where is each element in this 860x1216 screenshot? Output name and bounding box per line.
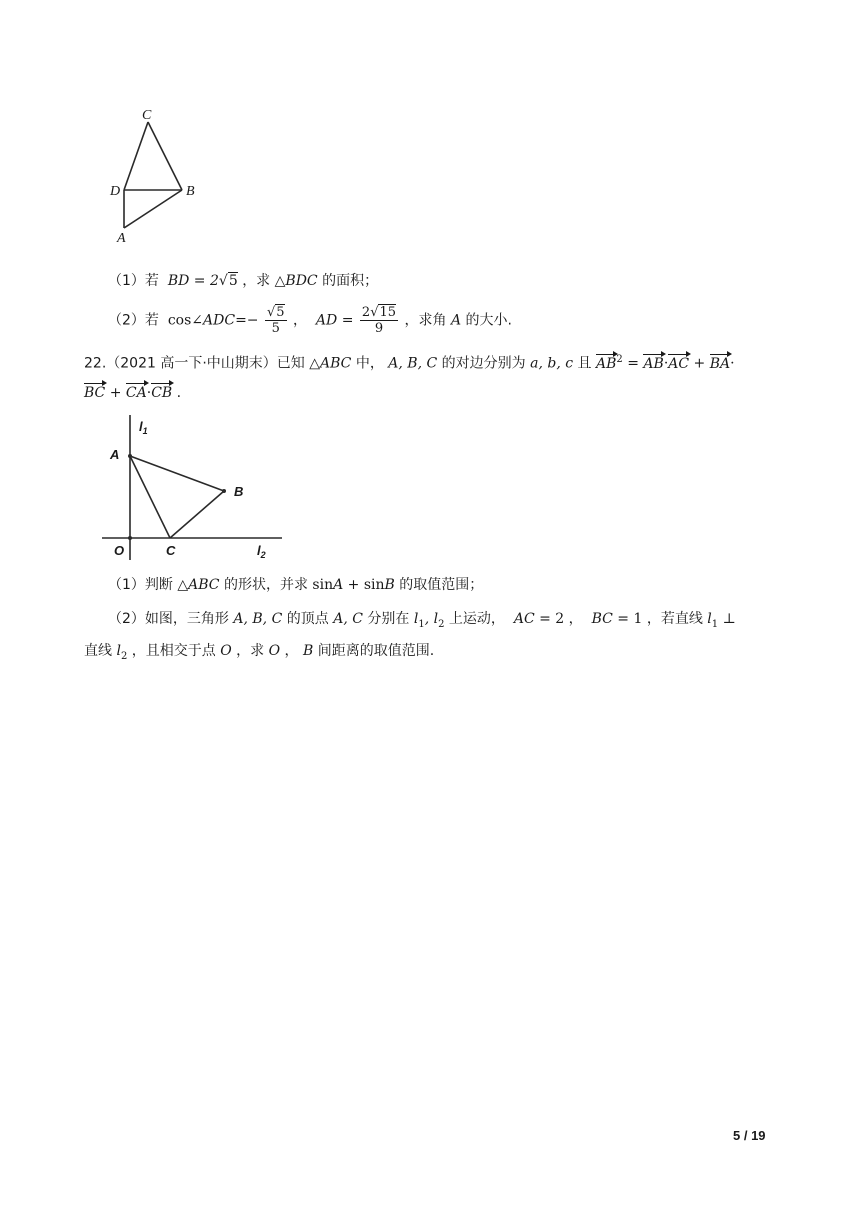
q22-statement-line1: 22.（2021 高一下·中山期末）已知 △ABC 中， A, B, C 的对边分别为 a, b, c 且 $AB^2 = AB\cdot AC + BA\cdot$ bbox=[84, 354, 735, 372]
triangle-figure-1 bbox=[100, 100, 210, 250]
q21-part1: （1）若 BD = 2√5 ，求 △BDC 的面积； bbox=[108, 273, 379, 289]
label-a2: A bbox=[110, 447, 120, 462]
label-c2: C bbox=[166, 543, 176, 558]
label-l1: l bbox=[139, 419, 143, 434]
svg-text:l1: $l_1$ bbox=[139, 419, 148, 436]
q22-part1: （1）判断 △ABC 的形状，并求 sinA + sinB 的取值范围； bbox=[108, 577, 484, 593]
label-b2: B bbox=[234, 484, 244, 499]
q22-part2-line2: 直线 $l_2$ ，且相交于点 O ，求 O ， B 间距离的取值范围. bbox=[84, 643, 435, 662]
coordinate-figure-2 bbox=[100, 410, 290, 570]
page-number: 5 / 19 bbox=[733, 1128, 766, 1143]
q21-part2: （2）若 cos∠ADC=− $\frac{√5}{5}$ ， AD = $\frac{2√15}{9}$ ，求角 A 的大小. bbox=[108, 305, 512, 336]
label-b: B bbox=[186, 184, 195, 199]
label-l2: l bbox=[257, 543, 261, 558]
label-a: A bbox=[117, 231, 126, 246]
label-c: C bbox=[142, 108, 152, 123]
label-d: D bbox=[110, 184, 121, 199]
label-o: O bbox=[114, 543, 125, 558]
svg-text:l2: $l_2$ bbox=[257, 543, 266, 560]
q22-part2-line1: （2）如图，三角形 A, B, C 的顶点 A, C 分别在 $l_1$, $l_2$ 上运动， AC = 2 ， BC = 1 ，若直线 $l_1$ ⊥ bbox=[108, 611, 736, 630]
q22-statement-line2: BC + CA·CB . bbox=[84, 385, 182, 401]
